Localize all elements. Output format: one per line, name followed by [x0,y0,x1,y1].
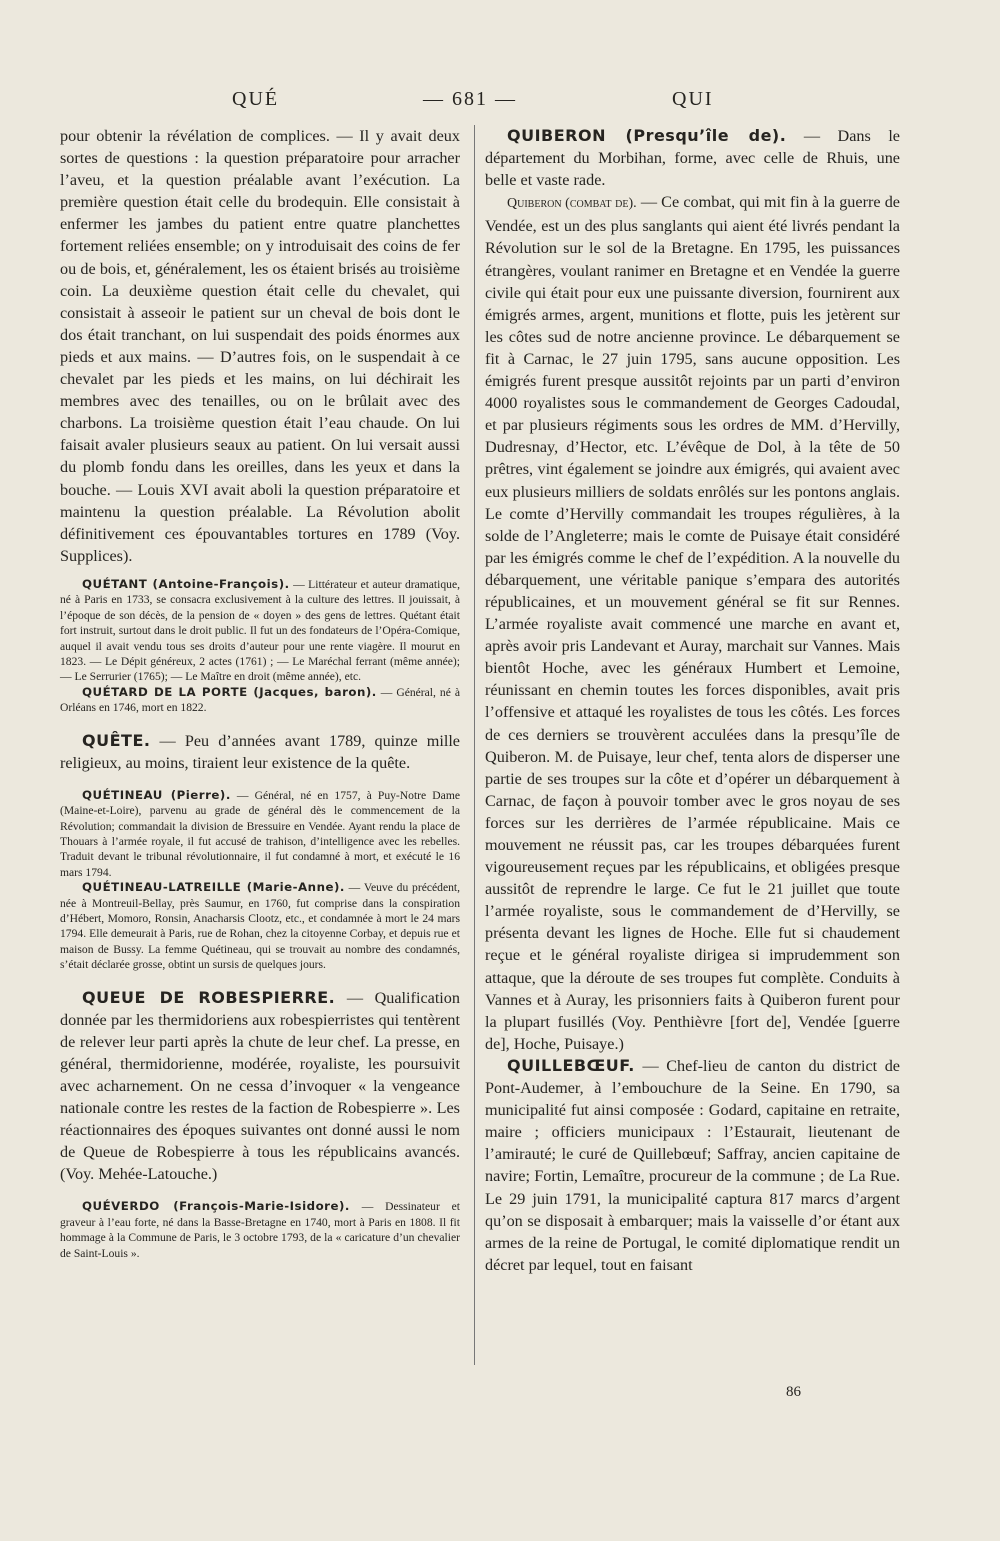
entry-quetineau-latreille [60,880,460,972]
headword-quetard: QUÉTARD DE LA PORTE (Jacques, baron). [82,684,377,699]
signature-folio: 86 [786,1384,801,1400]
body-quetard: — Général, né à Orléans en 1746, mort en 1822. [60,685,460,715]
entry-quillebeuf [485,1055,900,1276]
headword-quillebeuf: QUILLEBŒUF. [507,1055,635,1075]
body-quete: — Peu d’années avant 1789, quinze mille religieux, au moins, tiraient leur existence de la quête. [60,731,460,772]
headword-quiberon-combat: Quiberon (combat de). [507,196,637,212]
body-queverdo: — Dessinateur et graveur à l’eau forte, né dans la Basse-Bretagne en 1740, mort à Paris en 1808. Il fit hommage à la Commune de Paris, le 3 octobre 1793, de la « caricature d’un chevalier de Saint-Louis ». [60,1200,461,1260]
right-column [485,125,900,1276]
headword-quetineau-latreille: QUÉTINEAU-LATREILLE (Marie-Anne). [82,880,345,895]
headword-quete: QUÊTE. [82,730,151,750]
entry-quete [60,730,460,774]
headword-quetant: QUÉTANT (Antoine-François). [82,576,290,591]
running-head-left: QUÉ [232,88,280,110]
headword-quiberon: QUIBERON (Presqu’île de). [507,126,787,145]
entry-quetant [60,577,460,685]
entry-quetineau [60,788,460,880]
entry-queue-de-robespierre [60,987,460,1186]
running-head [60,88,910,118]
headword-quetineau: QUÉTINEAU (Pierre). [82,787,231,802]
page-number: — 681 — [423,88,517,110]
entry-question-continued: pour obtenir la révélation de complices. — Il y avait deux sortes de questions : la question préparatoire pour arracher l’aveu, et la question préalable avant l’exécution. La première question était celle du brodequin. Elle consistait à enfermer les jambes du patient entre quatre planchettes fortement reliées ensemble; on y introduisait des coins de fer ou de bois, et, généralement, les os étaient brisés au troisième coin. La deuxième question était celle du chevalet, qui consistait à asseoir le patient sur un cheval de bois dont le dos était tranchant, on lui suspendait des poids énormes aux pieds et aux mains. — D’autres fois, on le suspendait à ce chevalet par les pieds et les mains, on lui déchirait les membres avec des tenailles, ou on le brûlait avec des charbons. La troisième question était l’eau chaude. On lui faisait avaler plusieurs seaux au patient. On lui versait aussi du plomb fondu dans les oreilles, dans les yeux et dans la bouche. — Louis XVI avait aboli la question préparatoire et maintenu la question préalable. La Révolution abolit définitivement ces épouvantables tortures en 1789 (Voy. Supplices). [60,127,460,565]
headword-queue-de-robespierre: QUEUE DE ROBESPIERRE. [82,987,336,1007]
body-quetineau-latreille: — Veuve du précédent, née à Montreuil-Bellay, près Saumur, en 1760, fut comprise dans la conspiration d’Hébert, Momoro, Ronsin, Anacharsis Clootz, etc., et condamnée à mort le 24 mars 1794. Elle demeurait à Paris, rue de Rohan, chez la citoyenne Corbay, et depuis rue et maison de Bussy. La femme Quétineau, qui se trouvait au nombre des condamnés, s’était déclarée grosse, obtint un sursis de quelques jours. [60,881,461,972]
entry-queverdo [60,1199,460,1261]
body-quiberon: — Dans le département du Morbihan, forme, avec celle de Rhuis, une belle et vaste rade. [485,127,900,190]
entry-quetard [60,685,460,716]
column-divider [474,125,475,1365]
body-quetineau: — Général, né en 1757, à Puy-Notre Dame (Maine-et-Loire), parvenu au grade de général dès le commencement de la Révolution; commandait la division de Bressuire en Vendée. Ayant rendu la place de Thouars à l’armée royale, il fut accusé de trahison, d’intelligence avec les rebelles. Traduit devant le tribunal révolutionnaire, il fut condamné à mort, et exécuté le 16 mars 1794. [60,788,460,879]
body-queue-de-robespierre: — Qualification donnée par les thermidoriens aux robespierristes qui tentèrent de relever leur parti après la chute de leur chef. La presse, en général, thermidorienne, modérée, royaliste, les poursuivit avec acharnement. On ne cessa d’invoquer « la vengeance nationale contre les restes de la faction de Robespierre ». Les réactionnaires des époques suivantes ont donné aussi le nom de Queue de Robespierre à tous les républicains avancés. (Voy. Mehée-Latouche.) [60,988,460,1184]
running-head-right: QUI [672,88,714,110]
headword-queverdo: QUÉVERDO (François-Marie-Isidore). [82,1199,350,1214]
left-column [60,125,460,1261]
body-quetant: — Littérateur et auteur dramatique, né à Paris en 1733, se consacra exclusivement à la culture des lettres. Il jouissait, à l’époque de son décès, de la pension de « doyen » des gens de lettres. Quétant était fort instruit, surtout dans le droit public. Il fut un des fondateurs de l’Opéra-Comique, auquel il avait vendu tous ses droits d’auteur pour une rente viagère. Il mourut en 1823. — Le Dépit généreux, 2 actes (1761) ; — Le Maréchal ferrant (même année); — Le Serrurier (1765); — Le Maître en droit (même année), etc. [60,577,460,684]
body-quiberon-combat: — Ce combat, qui mit fin à la guerre de Vendée, est un des plus sanglants qui aient été livrés pendant la Révolution sur le sol de la Bretagne. En 1795, les puissances étrangères, voulant ranimer en Bretagne et en Vendée la guerre civile qui était pour eux une puissante diversion, fournirent aux émigrés armes, argent, munitions et flotte, puis les jetèrent sur les côtes sud de notre ancienne province. Le débarquement se fit à Carnac, le 27 juin 1795, sans aucune opposition. Les émigrés furent presque aussitôt rejoints par un parti d’environ 4000 royalistes sous le commandement de Georges Cadoudal, et par plusieurs régiments sous les ordres de MM. d’Hervilly, Dudresnay, d’Hector, etc. L’évêque de Dol, à la tête de 50 prêtres, vint également se joindre aux émigrés, qui avaient avec eux plusieurs milliers de soldats enrôlés sur les pontons anglais. Le comte d’Hervilly commandait les troupes régulières, à la solde de l’Angleterre; mais le comte de Puisaye était considéré par les émigrés comme le chef de l’expédition. A la nouvelle du débarquement, une véritable panique s’empara des autorités républicaines, et un mouvement général se fit sur Rennes. L’armée royaliste avait commencé une marche en avant et, après avoir pris Landevant et Auray, marchait sur Vannes. Mais bientôt Hoche, avec les généraux Humbert et Lemoine, réunissant en chemin toutes les forces disponibles, avait pris l’offensive et attaqué les royalistes de tous les côtés. Les forces de ces derniers se trouvèrent acculées dans la presqu’île de Quiberon. M. de Puisaye, leur chef, tenta alors de disperser une partie de ses troupes sur la côte et d’opérer un débarquement à Carnac, de façon à pouvoir tomber avec le gros noyau de ses forces sur les derrières de l’armée républicaine. Mais ce mouvement ne réussit pas, car les troupes débarquées furent vigoureusement reçues par les républicains, et obligées presque aussitôt de reprendre le large. Ce fut le 21 juillet que toute l’armée royaliste, sous le commandement de d’Hervilly, se présenta devant les lignes de Hoche. Elle fut si chaudement reçue et le général royaliste dirigea si imprudemment son attaque, que la déroute de ses troupes fut complète. Conduits à Vannes et à Auray, les prisonniers faits à Quiberon furent pour la plupart fusillés (Voy. Penthièvre [fort de], Vendée [guerre de], Hoche, Puisaye.) [485,193,900,1053]
entry-quiberon [485,125,900,191]
body-quillebeuf: — Chef-lieu de canton du district de Pont-Audemer, à l’embouchure de la Seine. En 1790, sa municipalité fut ainsi composée : Godard, capitaine en retraite, maire ; officiers municipaux : l’Estaurait, lieutenant de l’amirauté; le curé de Quillebœuf; Saffray, ancien capitaine de navire; Fortin, Lemaître, procureur de la commune ; de La Rue. Le 29 juin 1791, la municipalité captura 817 marcs d’argent qu’on se disposait à embarquer; mais la vaisselle d’or étant aux armes de la reine de Portugal, le comité diplomatique rendit un décret par lequel, tout en faisant [485,1056,900,1274]
entry-quiberon-combat [485,191,900,1055]
